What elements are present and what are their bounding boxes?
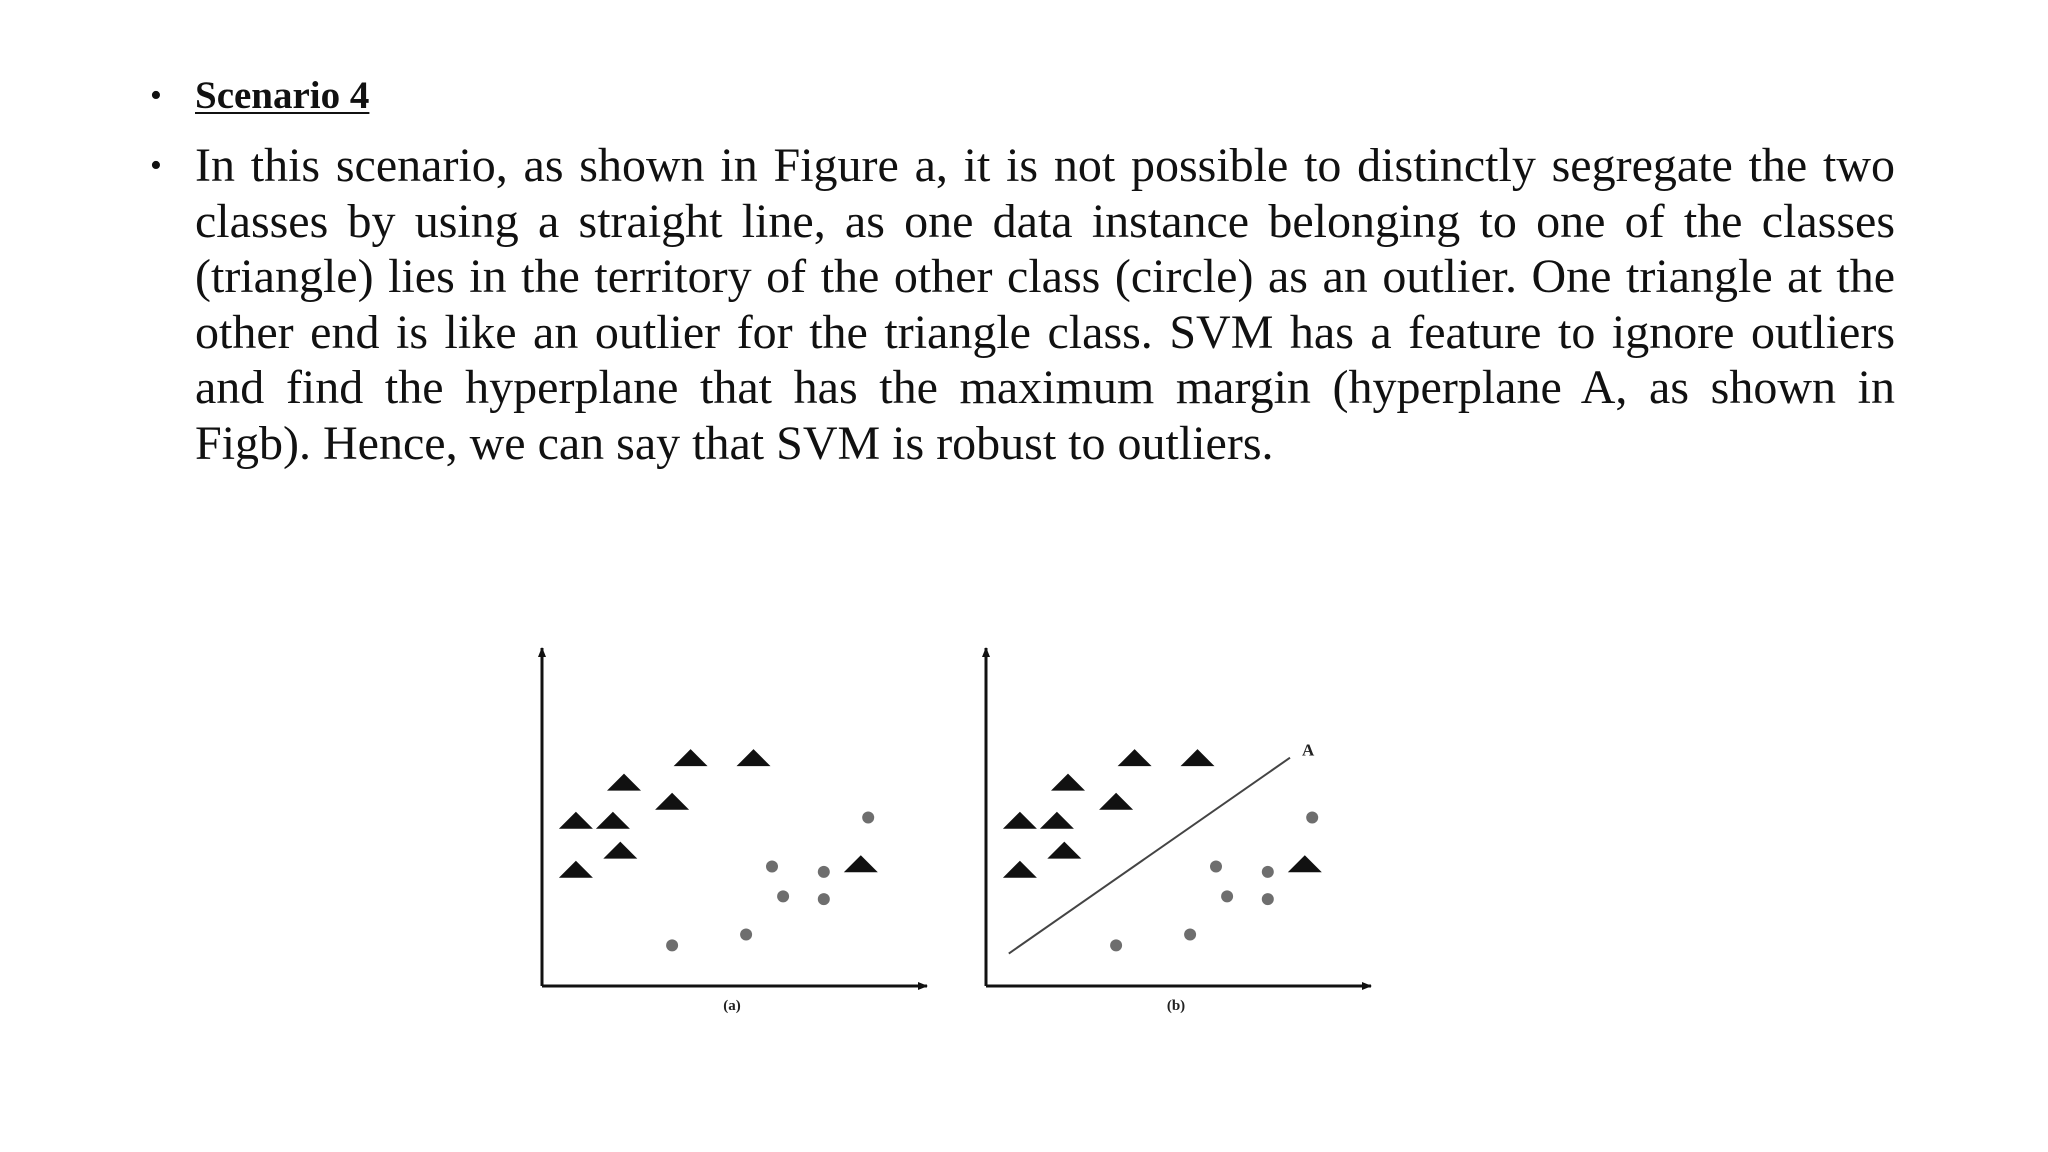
triangle-point [1047, 842, 1081, 859]
triangle-point [674, 749, 708, 766]
circle-point [1184, 928, 1196, 940]
triangle-point [737, 749, 771, 766]
triangle-point [655, 793, 689, 810]
circle-point [740, 928, 752, 940]
circle-point [766, 860, 778, 872]
triangle-point [1181, 749, 1215, 766]
circle-point [1221, 890, 1233, 902]
circle-point [1110, 939, 1122, 951]
bullet-dot-icon: • [150, 77, 162, 114]
triangle-point [1003, 812, 1037, 829]
triangle-point [607, 774, 641, 791]
circle-point [862, 812, 874, 824]
circle-point [666, 939, 678, 951]
circle-point [1306, 812, 1318, 824]
triangle-point [1051, 774, 1085, 791]
triangle-point [1288, 855, 1322, 872]
panel-b [986, 648, 1371, 1014]
circle-point [1210, 860, 1222, 872]
circle-point [818, 893, 830, 905]
bullet-list [150, 70, 1895, 471]
svm-figure [520, 630, 1380, 1030]
circle-point [1262, 866, 1274, 878]
panel-label: (b) [1166, 998, 1186, 1014]
panel-label: (a) [723, 998, 741, 1014]
triangle-point [596, 812, 630, 829]
paragraph-text: In this scenario, as shown in Figure a, it is not possible to distinctly segregate the two classes by using a straight line, as one data instance belonging to one of the classes (triangle) lies in the territory of the other class (circle) as an outlier. One triangle at the other end is like an outlier for the triangle class. SVM has a feature to ignore outliers and find the hyperplane that has the maximum margin (hyperplane A, as shown in Figb). Hence, we can say that SVM is robust to outliers. [195, 139, 1895, 470]
bullet-dot-icon: • [150, 147, 162, 184]
circle-point [818, 866, 830, 878]
triangle-point [1003, 861, 1037, 878]
section-heading: Scenario 4 [195, 74, 370, 117]
bullet-paragraph [150, 138, 1895, 471]
triangle-point [1099, 793, 1133, 810]
triangle-point [603, 842, 637, 859]
triangle-point [1118, 749, 1152, 766]
bullet-heading [150, 70, 1895, 122]
circle-point [777, 890, 789, 902]
triangle-point [559, 861, 593, 878]
hyperplane-label: A [1302, 740, 1315, 760]
triangle-point [559, 812, 593, 829]
circle-point [1262, 893, 1274, 905]
triangle-point [844, 855, 878, 872]
svm-scatter-plots [520, 630, 1380, 1030]
panel-a [542, 648, 927, 1014]
triangle-point [1040, 812, 1074, 829]
